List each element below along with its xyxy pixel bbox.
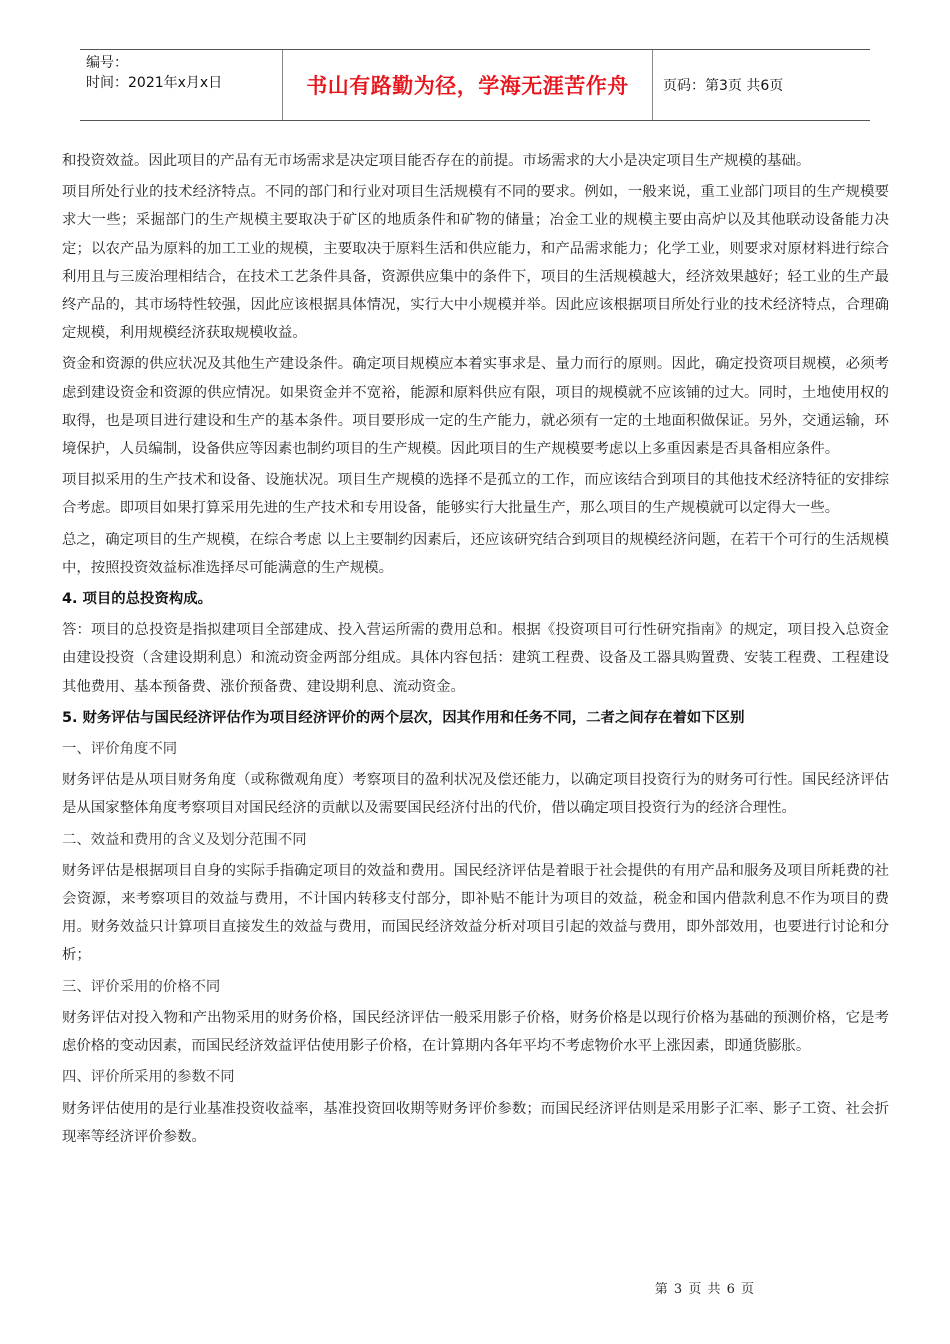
body-paragraph: 项目所处行业的技术经济特点。不同的部门和行业对项目生活规模有不同的要求。例如，一般来说，重工业部门项目的生产规模要求大一些；采掘部门的生产规模主要取决于矿区的地质条件和矿物的储量；冶金工业的规模主要由高炉以及其他联动设备能力决定；以农产品为原料的加工工业的规模，主要取决于原料生活和供应能力，和产品需求能力；化学工业，则要求对原材料进行综合利用且与三废治理相结合，在技术工艺条件具备，资源供应集中的条件下，项目的生活规模越大，经济效果越好；轻工业的生产最终产品的，其市场特性较强，因此应该根据具体情况，实行大中小规模并举。因此应该根据项目所处行业的技术经济特点，合理确定规模，利用规模经济获取规模收益。 [62,184,889,342]
body-paragraph: 总之，确定项目的生产规模，在综合考虑 以上主要制约因素后，还应该研究结合到项目的规模经济问题，在若干个可行的生活规模中，按照投资效益标准选择尽可能满意的生产规模。 [62,531,889,576]
document-time-label: 时间：2021年x月x日 [86,75,223,91]
question-heading: 4. 项目的总投资构成。 [62,591,213,608]
section-heading: 四、评价所采用的参数不同 [62,1069,235,1086]
body-paragraph: 财务评估是根据项目自身的实际手指确定项目的效益和费用。国民经济评估是着眼于社会提供的有用产品和服务及项目所耗费的社会资源，来考察项目的效益与费用，不计国内转移支付部分，即补贴不能计为项目的效益，税金和国内借款利息不作为项目的费用。财务效益只计算项目直接发生的效益与费用，而国民经济效益分析对项目引起的效益与费用，即外部效用，也要进行讨论和分析； [62,862,889,964]
document-body [62,147,889,1151]
section-heading: 一、评价角度不同 [62,741,178,758]
header-page-number: 页码：第3页 共6页 [663,78,784,94]
body-paragraph: 资金和资源的供应状况及其他生产建设条件。确定项目规模应本着实事求是、量力而行的原则。因此，确定投资项目规模，必须考虑到建设资金和资源的供应情况。如果资金并不宽裕，能源和原料供应有限，项目的规模就不应该铺的过大。同时，土地使用权的取得，也是项目进行建设和生产的基本条件。项目要形成一定的生产能力，就必须有一定的土地面积做保证。另外，交通运输，环境保护，人员编制，设备供应等因素也制约项目的生产规模。因此项目的生产规模要考虑以上多重因素是否具备相应条件。 [62,356,889,458]
body-paragraph: 财务评估使用的是行业基准投资收益率，基准投资回收期等财务评价参数；而国民经济评估则是采用影子汇率、影子工资、社会折现率等经济评价参数。 [62,1100,889,1145]
section-heading: 二、效益和费用的含义及划分范围不同 [62,831,307,848]
body-paragraph: 财务评估是从项目财务角度（或称微观角度）考察项目的盈利状况及偿还能力，以确定项目投资行为的财务可行性。国民经济评估是从国家整体角度考察项目对国民经济的贡献以及需要国民经济付出的代价，借以确定项目投资行为的经济合理性。 [62,772,889,817]
section-heading: 三、评价采用的价格不同 [62,978,221,995]
body-paragraph: 财务评估对投入物和产出物采用的财务价格，国民经济评估一般采用影子价格，财务价格是以现行价格为基础的预测价格，它是考虑价格的变动因素，而国民经济效益评估使用影子价格，在计算期内各年平均不考虑物价水平上涨因素，即通货膨胀。 [62,1009,889,1055]
body-paragraph: 项目拟采用的生产技术和设备、设施状况。项目生产规模的选择不是孤立的工作，而应该结合到项目的其他技术经济特征的安排综合考虑。即项目如果打算采用先进的生产技术和专用设备，能够实行大批量生产，那么项目的生产规模就可以定得大一些。 [62,472,889,517]
page-footer: 第 3 页 共 6 页 [654,1282,755,1297]
document-number-label: 编号： [86,55,128,71]
header-meta-cell [80,50,283,120]
question-heading: 5. 财务评估与国民经济评估作为项目经济评价的两个层次，因其作用和任务不同，二者之间存在着如下区别 [62,709,745,726]
page-header [80,49,870,121]
body-paragraph: 和投资效益。因此项目的产品有无市场需求是决定项目能否存在的前提。市场需求的大小是决定项目生产规模的基础。 [62,153,811,169]
answer-paragraph: 答：项目的总投资是指拟建项目全部建成、投入营运所需的费用总和。根据《投资项目可行性研究指南》的规定，项目投入总资金由建设投资（含建设期利息）和流动资金两部分组成。具体内容包括：建筑工程费、设备及工器具购置费、安装工程费、工程建设其他费用、基本预备费、涨价预备费、建设期利息、流动资金。 [62,622,889,695]
header-motto: 书山有路勤为径，学海无涯苦作舟 [283,50,653,120]
